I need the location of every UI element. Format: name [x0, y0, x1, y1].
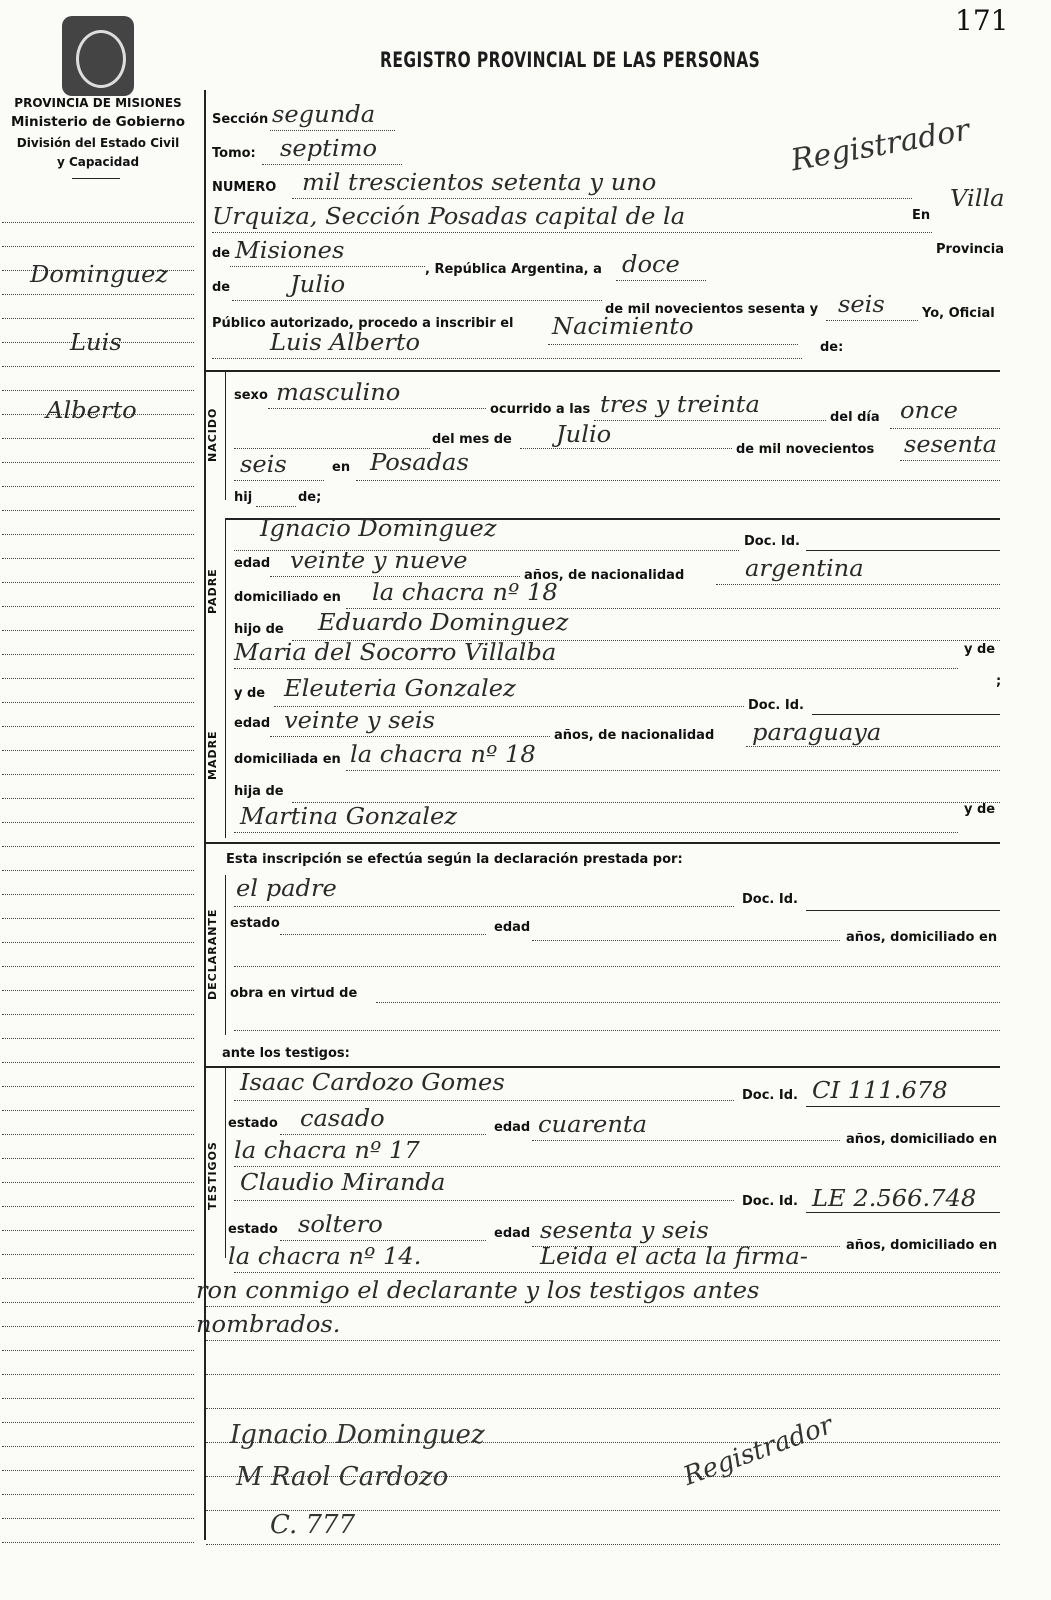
sexo-label: sexo [234, 388, 268, 403]
nacido-side-label: NACIDO [206, 407, 219, 462]
oficial-label: Yo, Oficial [922, 306, 995, 321]
en-nac-label: en [332, 460, 351, 475]
provincial-seal-icon [62, 16, 134, 96]
signature-oficial: Registrador [679, 1410, 837, 1492]
madre-nac: paraguaya [752, 720, 882, 746]
testigo1-edad: cuarenta [538, 1112, 647, 1138]
declarante-estado-label: estado [230, 916, 280, 931]
lugar-line: Urquiza, Sección Posadas capital de la [212, 204, 686, 230]
testigos-intro: ante los testigos: [222, 1046, 350, 1061]
closing-line-3: nombrados. [196, 1312, 341, 1338]
padre-side-label: PADRE [206, 568, 219, 614]
anio1-value: sesenta [904, 432, 998, 458]
publico-label: Público autorizado, procedo a inscribir el [212, 316, 514, 331]
closing-line-1: Leida el acta la firma- [540, 1244, 808, 1270]
registrar-signature-top: Registrador [788, 112, 973, 179]
obra-label: obra en virtud de [230, 986, 358, 1001]
lugar-nac-value: Posadas [370, 450, 469, 476]
madre-doc-label: Doc. Id. [748, 698, 804, 713]
sexo-value: masculino [276, 380, 401, 406]
tomo-value: septimo [280, 136, 378, 162]
org-line-2: Ministerio de Gobierno [10, 114, 186, 130]
signature-testigo-1: M Raol Cardozo [236, 1462, 449, 1492]
dia-value: doce [622, 252, 680, 278]
declarante-por: el padre [236, 876, 337, 902]
testigo1-edad-label: edad [494, 1120, 531, 1135]
declarante-doc-label: Doc. Id. [742, 892, 798, 907]
testigo1-nombre: Isaac Cardozo Gomes [240, 1070, 505, 1096]
madre-hija-label: hija de [234, 784, 284, 799]
hora-value: tres y treinta [600, 392, 760, 418]
testigo1-dom: la chacra nº 17 [234, 1138, 420, 1164]
anio-label: de mil novecientos sesenta y [605, 302, 819, 317]
org-line-4: y Capacidad [56, 155, 140, 169]
margin-middle-name: Alberto [46, 398, 137, 424]
padre-padre: Eduardo Dominguez [318, 610, 569, 636]
document-title: REGISTRO PROVINCIAL DE LAS PERSONAS [380, 48, 761, 72]
numero-label: NUMERO [212, 180, 277, 195]
en-label: En [912, 208, 931, 223]
testigo2-estado: soltero [298, 1212, 383, 1238]
de-label: de [212, 246, 231, 261]
hij-de-label: de; [298, 490, 322, 505]
testigo2-edad: sesenta y seis [540, 1218, 709, 1244]
declarante-side-label: DECLARANTE [206, 908, 219, 1000]
ocurrido-label: ocurrido a las [490, 402, 591, 417]
numero-value: mil trescientos setenta y uno [302, 170, 657, 196]
org-line-3: División del Estado Civil [16, 136, 180, 150]
tomo-label: Tomo: [212, 146, 256, 161]
anio2-value: seis [240, 452, 287, 478]
declarante-edad-label: edad [494, 920, 531, 935]
mes-value: Julio [290, 272, 346, 298]
madre-edad-label: edad [234, 716, 271, 731]
nombre-inscripto: Luis Alberto [270, 330, 421, 356]
page-number: 171 [955, 4, 1009, 37]
seccion-label: Sección [212, 112, 269, 127]
closing-line-2: ron conmigo el declarante y los testigos antes [196, 1278, 760, 1304]
madre-nac-label: años, de nacionalidad [554, 728, 715, 743]
padre-edad-label: edad [234, 556, 271, 571]
padre-doc-label: Doc. Id. [744, 534, 800, 549]
madre-dom: la chacra nº 18 [350, 742, 536, 768]
anio-value: seis [838, 292, 885, 318]
republica-label: , República Argentina, a [425, 262, 602, 277]
madre-madre: Martina Gonzalez [240, 804, 457, 830]
acto-value: Nacimiento [552, 314, 694, 340]
madre-nombre: Eleuteria Gonzalez [284, 676, 516, 702]
padre-yde-label: y de [964, 642, 996, 657]
testigo2-doc: LE 2.566.748 [812, 1186, 977, 1212]
testigo1-doc-label: Doc. Id. [742, 1088, 798, 1103]
mes-nac-value: Julio [556, 422, 612, 448]
de3-label: de: [820, 340, 844, 355]
padre-madre: Maria del Socorro Villalba [234, 640, 557, 666]
testigo2-edad-label: edad [494, 1226, 531, 1241]
padre-hijo-label: hijo de [234, 622, 284, 637]
padre-semicolon: ; [996, 674, 1002, 689]
en-value: Villa [950, 186, 1005, 212]
madre-yde-label: y de [234, 686, 266, 701]
testigo2-nombre: Claudio Miranda [240, 1170, 446, 1196]
declarante-anos-label: años, domiciliado en [846, 930, 998, 945]
padre-nac: argentina [745, 556, 864, 582]
signature-testigo-2: C. 777 [270, 1510, 356, 1540]
seccion-value: segunda [272, 102, 376, 128]
padre-nombre: Ignacio Dominguez [260, 516, 497, 542]
madre-dom-label: domiciliada en [234, 752, 341, 767]
mil-label: de mil novecientos [736, 442, 875, 457]
margin-surname: Dominguez [30, 262, 169, 288]
testigo1-estado-label: estado [228, 1116, 278, 1131]
de2-label: de [212, 280, 231, 295]
dia-label: del día [830, 410, 880, 425]
dia-nac-value: once [900, 398, 958, 424]
madre-yde2-label: y de [964, 802, 996, 817]
testigo2-estado-label: estado [228, 1222, 278, 1237]
margin-first-name: Luis [70, 330, 122, 356]
hij-label: hij [234, 490, 253, 505]
testigo2-anos-label: años, domiciliado en [846, 1238, 998, 1253]
padre-nac-label: años, de nacionalidad [524, 568, 685, 583]
declarante-intro: Esta inscripción se efectúa según la declaración prestada por: [226, 852, 683, 867]
testigo2-dom: la chacra nº 14. [228, 1244, 422, 1270]
mes-label: del mes de [432, 432, 512, 447]
provincia-value: Misiones [235, 238, 345, 264]
testigo1-estado: casado [300, 1106, 385, 1132]
padre-dom: la chacra nº 18 [372, 580, 558, 606]
madre-edad: veinte y seis [284, 708, 436, 734]
org-line-1: PROVINCIA DE MISIONES [14, 96, 182, 110]
provincia-label: Provincia [936, 242, 1004, 257]
testigo1-anos-label: años, domiciliado en [846, 1132, 998, 1147]
madre-side-label: MADRE [206, 730, 219, 780]
padre-edad: veinte y nueve [290, 548, 468, 574]
testigo1-doc: CI 111.678 [812, 1078, 948, 1104]
padre-dom-label: domiciliado en [234, 590, 341, 605]
signature-padre: Ignacio Dominguez [230, 1420, 485, 1450]
testigos-side-label: TESTIGOS [206, 1141, 219, 1210]
testigo2-doc-label: Doc. Id. [742, 1194, 798, 1209]
